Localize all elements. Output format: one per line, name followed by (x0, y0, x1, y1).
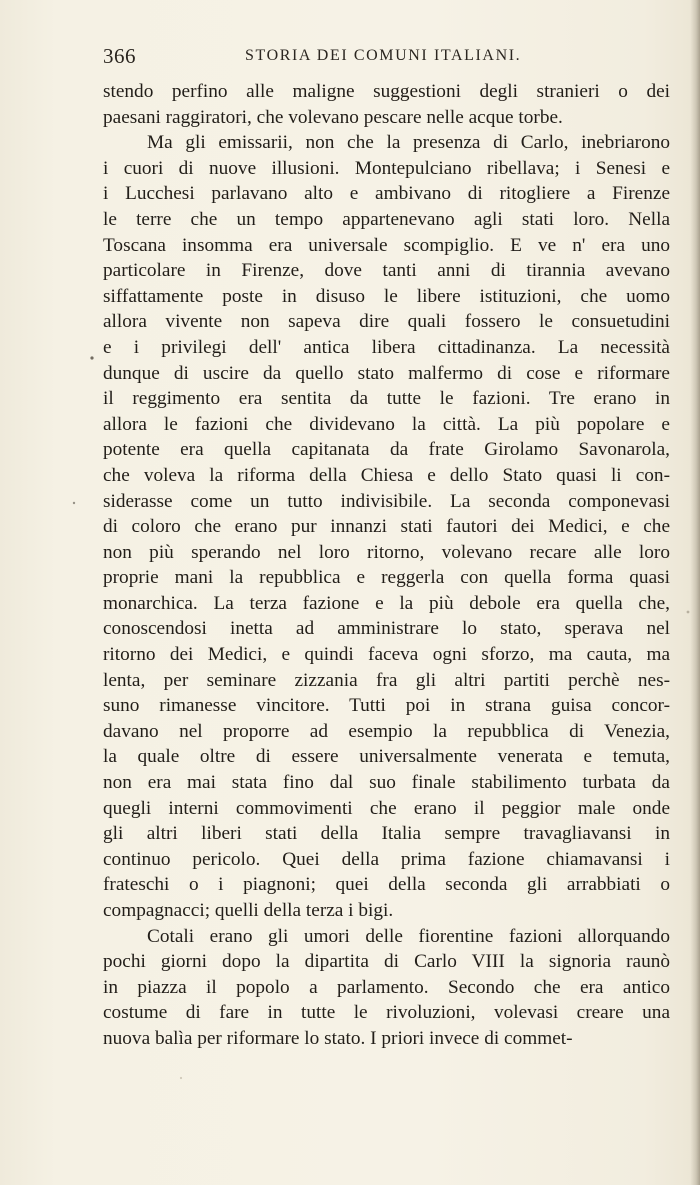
text-line: pochi giorni dopo la dipartita di Carlo VIII la signoria raunò (103, 951, 670, 973)
text-line: allora le fazioni che dividevano la città. La più popolare e (103, 413, 670, 435)
text-line: compagnacci; quelli della terza i bigi. (103, 900, 394, 921)
text-line: stendo perfino alle maligne suggestioni degli stranieri o dei (103, 81, 670, 102)
text-line: di coloro che erano pur innanzi stati fautori dei Medici, e che (103, 516, 670, 538)
text-line: gli altri liberi stati della Italia sempre travagliavansi in (103, 823, 670, 845)
text-line: davano nel proporre ad esempio la repubblica di Venezia, (103, 720, 670, 742)
text-line: nuova balìa per riformare lo stato. I priori invece di commet- (103, 1027, 573, 1049)
text-line: Ma gli emissarii, non che la presenza di Carlo, inebriarono (147, 132, 670, 154)
text-line: potente era quella capitanata da frate Girolamo Savonarola, (103, 439, 670, 461)
text-line: siderasse come un tutto indivisibile. La seconda componevasi (103, 490, 670, 512)
page-number: 366 (103, 44, 136, 68)
text-line: la quale oltre di essere universalmente venerata e temuta, (103, 746, 670, 768)
text-line: dunque di uscire da quello stato malfermo di cose e riformare (103, 362, 670, 384)
text-line: ritorno dei Medici, e quindi faceva ogni sforzo, ma cauta, ma (103, 644, 670, 666)
text-line: conoscendosi inetta ad amministrare lo stato, sperava nel (103, 618, 670, 640)
text-line: proprie mani la repubblica e reggerla con quella forma quasi (103, 567, 670, 589)
text-line: lenta, per seminare zizzania fra gli altri partiti perchè nes- (103, 669, 670, 691)
text-line: le terre che un tempo appartenevano agli stati loro. Nella (103, 208, 670, 230)
text-line: e i privilegi dell' antica libera cittadinanza. La necessità (103, 336, 670, 358)
text-line: costume di fare in tutte le rivoluzioni, volevasi creare una (103, 1002, 670, 1024)
text-line: monarchica. La terza fazione e la più debole era quella che, (103, 592, 670, 614)
text-line: frateschi o i piagnoni; quei della seconda gli arrabbiati o (103, 874, 670, 896)
text-line: non più sperando nel loro ritorno, volevano recare alle loro (103, 541, 670, 563)
text-line: in piazza il popolo a parlamento. Secondo che era antico (103, 976, 670, 998)
body-text (103, 79, 670, 1052)
text-line: allora vivente non sapeva dire quali fossero le consuetudini (103, 311, 670, 333)
text-line: il reggimento era sentita da tutte le fazioni. Tre erano in (103, 388, 670, 410)
page-edge-shadow (690, 0, 700, 1185)
text-line: non era mai stata fino dal suo finale stabilimento turbata da (103, 772, 670, 794)
text-line: suno rimanesse vincitore. Tutti poi in strana guisa concor- (103, 695, 670, 717)
running-title: STORIA DEI COMUNI ITALIANI. (245, 47, 522, 64)
text-line: Cotali erano gli umori delle fiorentine fazioni allorquando (147, 925, 670, 947)
text-line: i cuori di nuove illusioni. Montepulciano ribellava; i Senesi e (103, 157, 670, 179)
page-header (103, 44, 670, 74)
text-line: continuo pericolo. Quei della prima fazione chiamavansi i (103, 848, 670, 870)
text-line: paesani raggiratori, che volevano pescare nelle acque torbe. (103, 106, 563, 128)
text-line: che voleva la riforma della Chiesa e dello Stato quasi li con- (103, 464, 670, 486)
text-line: siffattamente poste in disuso le libere istituzioni, che uomo (103, 285, 670, 307)
text-line: i Lucchesi parlavano alto e ambivano di ritogliere a Firenze (103, 183, 670, 205)
text-line: quegli interni commovimenti che erano il peggior male onde (103, 797, 670, 819)
text-line: particolare in Firenze, dove tanti anni di tirannia avevano (103, 260, 670, 282)
text-line: Toscana insomma era universale scompiglio. E ve n' era uno (103, 234, 670, 256)
